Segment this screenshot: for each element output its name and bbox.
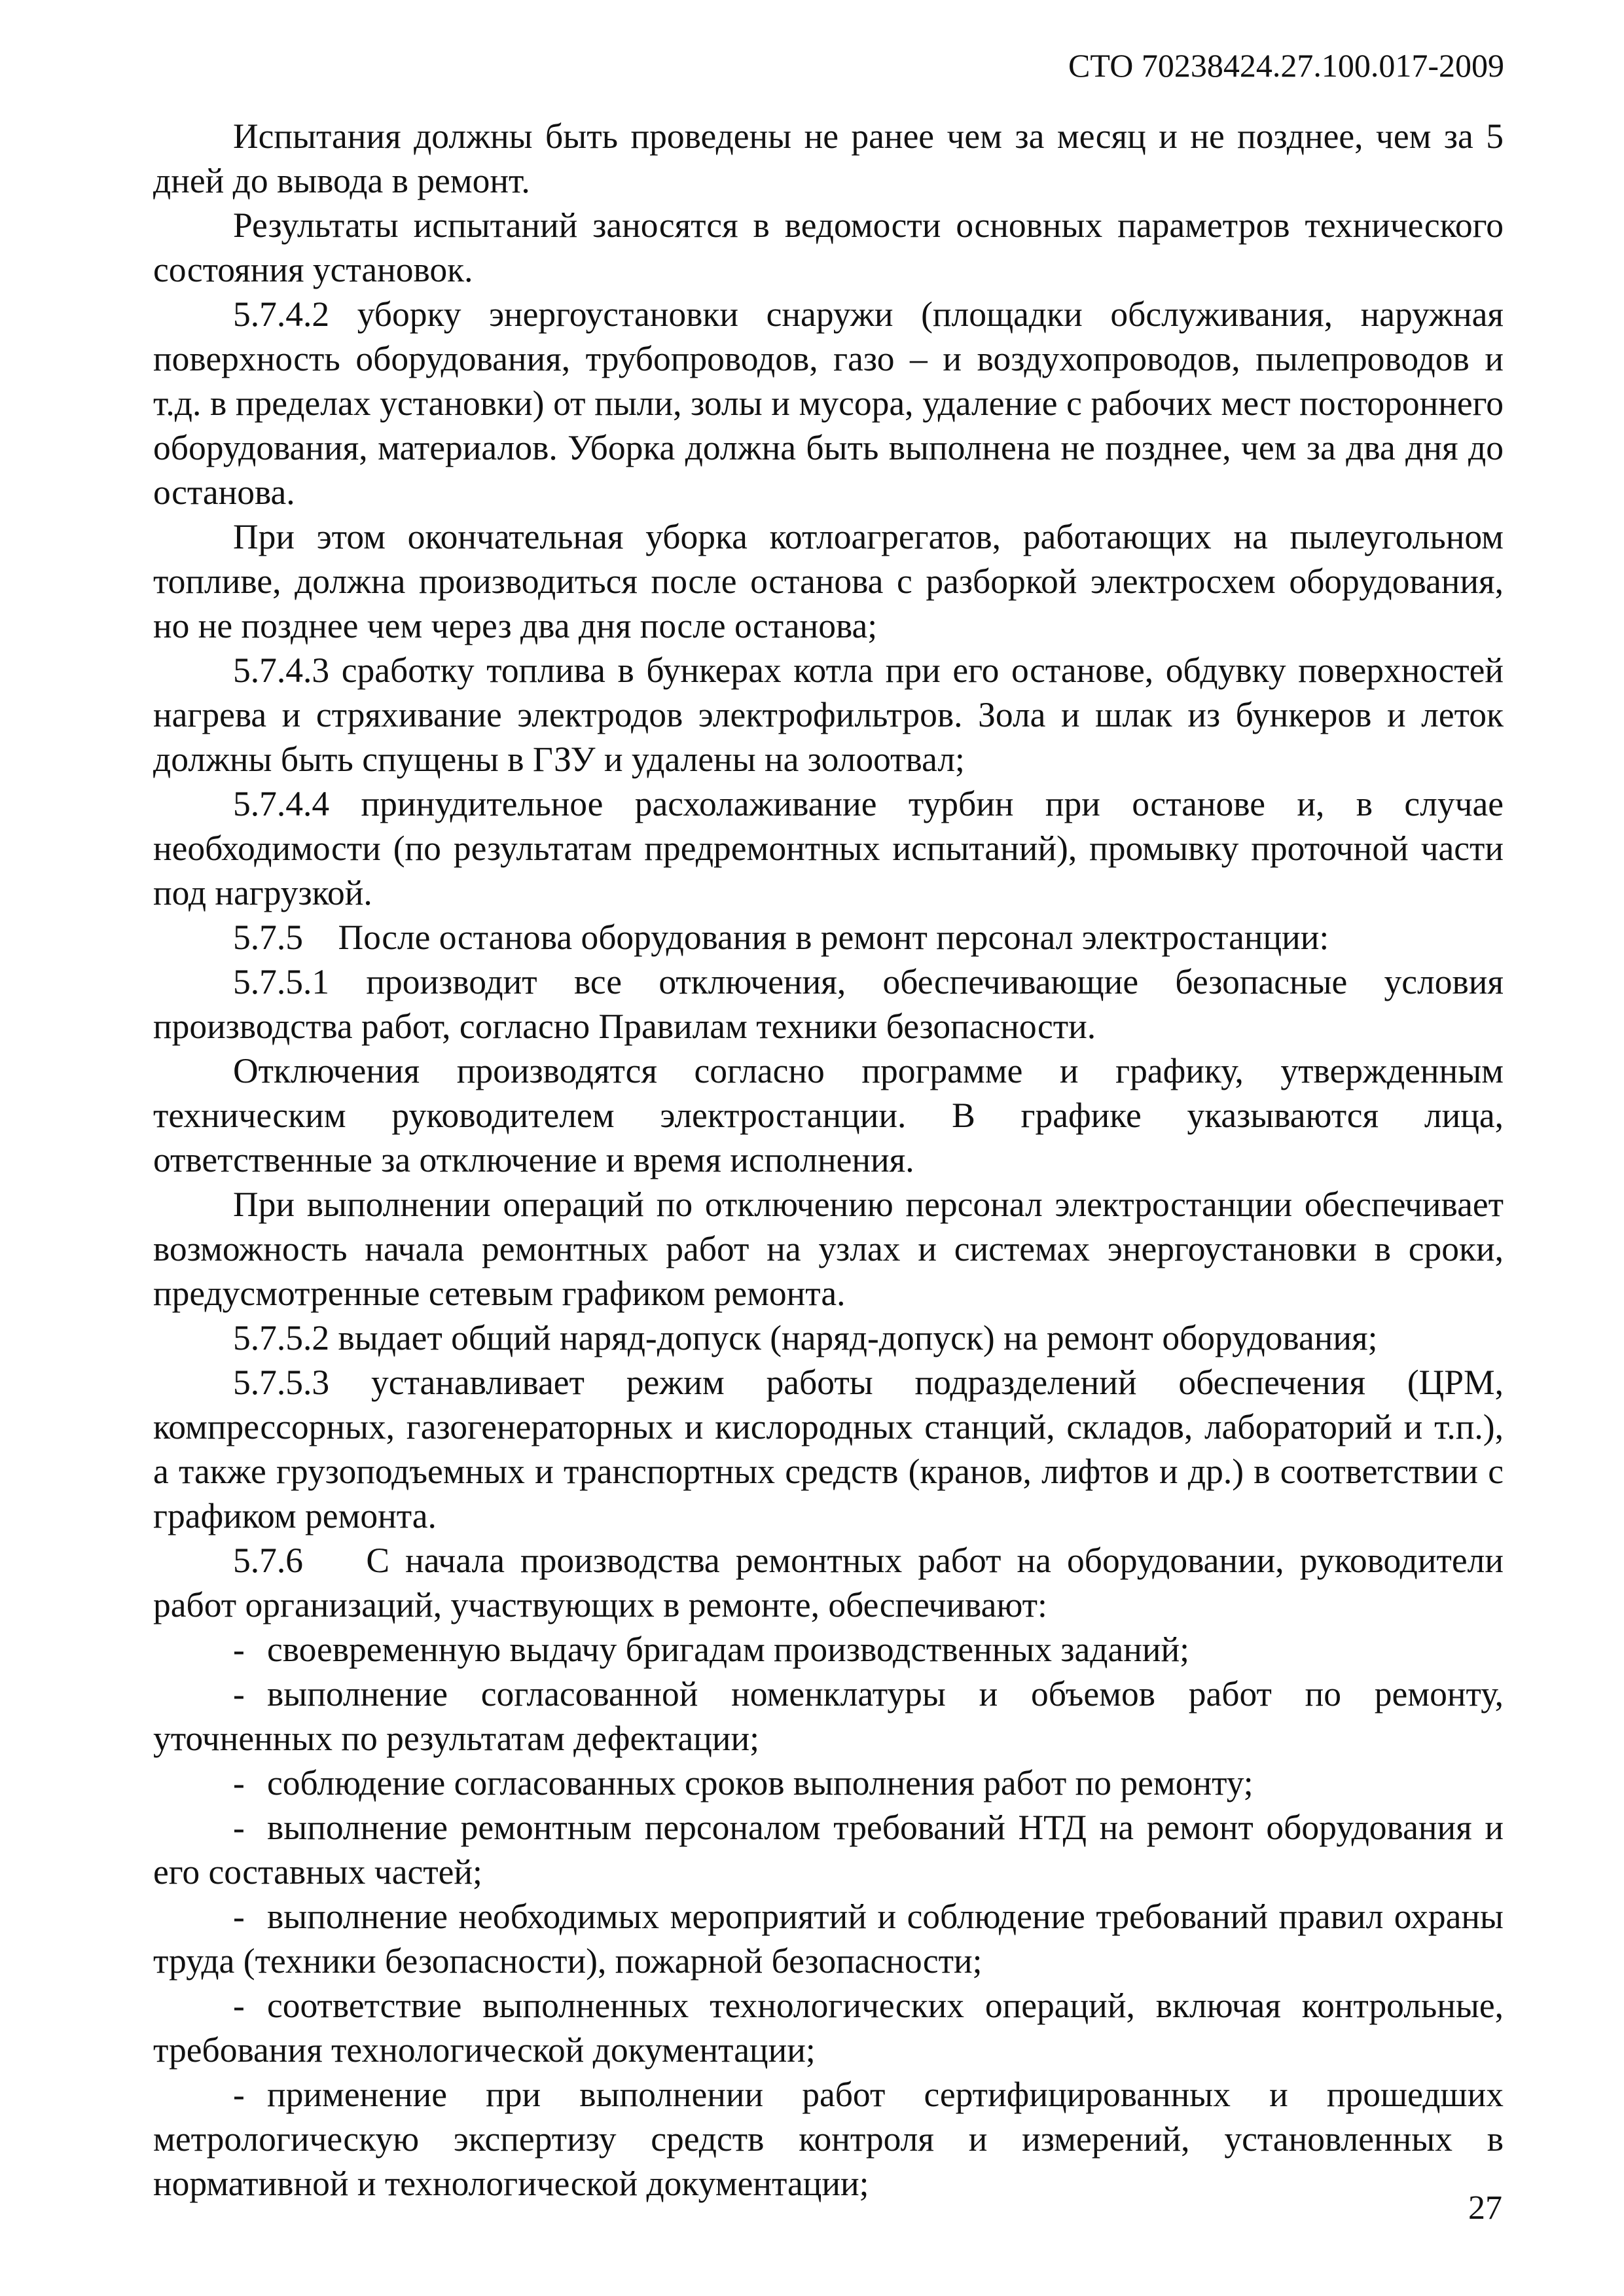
list-item-text: своевременную выдачу бригадам производственных заданий;	[267, 1630, 1190, 1669]
paragraph-text: Испытания должны быть проведены не ранее чем за месяц и не позднее, чем за 5 дней до вывода в ремонт.	[153, 117, 1504, 200]
document-code-header: СТО 70238424.27.100.017-2009	[1068, 47, 1504, 84]
list-item	[153, 1983, 1504, 2072]
paragraph	[153, 960, 1504, 1049]
paragraph-text: уборку энергоустановки снаружи (площадки обслуживания, наружная поверхность оборудования, трубопроводов, газо – и воздухопроводов, пылепроводов и т.д. в пределах установки) от пыли, золы и мусора, удаление с рабочих мест постороннего оборудования, материалов. Уборка должна быть выполнена не позднее, чем за два дня до останова.	[153, 295, 1504, 512]
paragraph	[153, 114, 1504, 203]
paragraph-text: Результаты испытаний заносятся в ведомости основных параметров технического состояния установок.	[153, 206, 1504, 289]
clause-number: 5.7.4.2	[233, 295, 357, 334]
list-dash: -	[233, 1986, 245, 2025]
paragraph-text: При выполнении операций по отключению персонал электростанции обеспечивает возможность начала ремонтных работ на узлах и системах энергоустановки в сроки, предусмотренные сетевым графиком ремонта.	[153, 1185, 1504, 1313]
list-dash: -	[233, 1808, 245, 1847]
paragraph	[153, 915, 1504, 960]
paragraph	[153, 203, 1504, 292]
list-item	[153, 1894, 1504, 1983]
list-item-text: выполнение согласованной номенклатуры и объемов работ по ремонту, уточненных по результатам дефектации;	[153, 1674, 1504, 1758]
clause-number: 5.7.5.2	[233, 1318, 338, 1357]
paragraph	[153, 1049, 1504, 1182]
paragraph	[153, 1360, 1504, 1538]
list-item	[153, 1627, 1504, 1672]
clause-number: 5.7.4.4	[233, 784, 361, 823]
clause-number: 5.7.5	[233, 918, 338, 957]
clause-number: 5.7.5.1	[233, 962, 367, 1001]
paragraph	[153, 781, 1504, 915]
list-item	[153, 1761, 1504, 1805]
list-item-text: соответствие выполненных технологических операций, включая контрольные, требования технологической документации;	[153, 1986, 1504, 2070]
paragraph	[153, 648, 1504, 781]
list-item-text: выполнение необходимых мероприятий и соблюдение требований правил охраны труда (техники безопасности), пожарной безопасности;	[153, 1897, 1504, 1981]
list-item-text: применение при выполнении работ сертифицированных и прошедших метрологическую экспертизу средств контроля и измерений, установленных в нормативной и технологической документации;	[153, 2075, 1504, 2203]
clause-number: 5.7.6	[233, 1541, 367, 1580]
paragraph-text: С начала производства ремонтных работ на оборудовании, руководители работ организаций, участвующих в ремонте, обеспечивают:	[153, 1541, 1504, 1624]
list-item-text: соблюдение согласованных сроков выполнения работ по ремонту;	[267, 1763, 1254, 1803]
clause-number: 5.7.5.3	[233, 1363, 371, 1402]
paragraph-text: сработку топлива в бункерах котла при его останове, обдувку поверхностей нагрева и стряхивание электродов электрофильтров. Зола и шлак из бункеров и леток должны быть спущены в ГЗУ и удалены на золоотвал;	[153, 651, 1504, 779]
paragraph-text: При этом окончательная уборка котлоагрегатов, работающих на пылеугольном топливе, должна производиться после останова с разборкой электросхем оборудования, но не позднее чем через два дня после останова;	[153, 517, 1504, 645]
paragraph	[153, 514, 1504, 648]
list-dash: -	[233, 1897, 245, 1936]
page-body	[153, 114, 1504, 2206]
paragraph-text: После останова оборудования в ремонт персонал электростанции:	[338, 918, 1329, 957]
list-dash: -	[233, 1630, 245, 1669]
list-item-text: выполнение ремонтным персоналом требований НТД на ремонт оборудования и его составных частей;	[153, 1808, 1504, 1892]
paragraph	[153, 1316, 1504, 1360]
paragraph	[153, 1538, 1504, 1627]
paragraph	[153, 1182, 1504, 1316]
page-number: 27	[1468, 2189, 1502, 2227]
paragraph-text: Отключения производятся согласно программе и графику, утвержденным техническим руководителем электростанции. В графике указываются лица, ответственные за отключение и время исполнения.	[153, 1051, 1504, 1179]
list-dash: -	[233, 1674, 245, 1713]
paragraph-text: устанавливает режим работы подразделений обеспечения (ЦРМ, компрессорных, газогенераторных и кислородных станций, складов, лабораторий и т.п.), а также грузоподъемных и транспортных средств (кранов, лифтов и др.) в соответствии с графиком ремонта.	[153, 1363, 1504, 1535]
list-item	[153, 1805, 1504, 1894]
list-item	[153, 1672, 1504, 1761]
clause-number: 5.7.4.3	[233, 651, 342, 690]
paragraph-text: выдает общий наряд-допуск (наряд-допуск) на ремонт оборудования;	[338, 1318, 1378, 1357]
paragraph-text: производит все отключения, обеспечивающие безопасные условия производства работ, согласно Правилам техники безопасности.	[153, 962, 1504, 1046]
list-dash: -	[233, 1763, 245, 1803]
list-item	[153, 2072, 1504, 2206]
paragraph-text: принудительное расхолаживание турбин при останове и, в случае необходимости (по результатам предремонтных испытаний), промывку проточной части под нагрузкой.	[153, 784, 1504, 912]
paragraph	[153, 292, 1504, 514]
list-dash: -	[233, 2075, 245, 2114]
